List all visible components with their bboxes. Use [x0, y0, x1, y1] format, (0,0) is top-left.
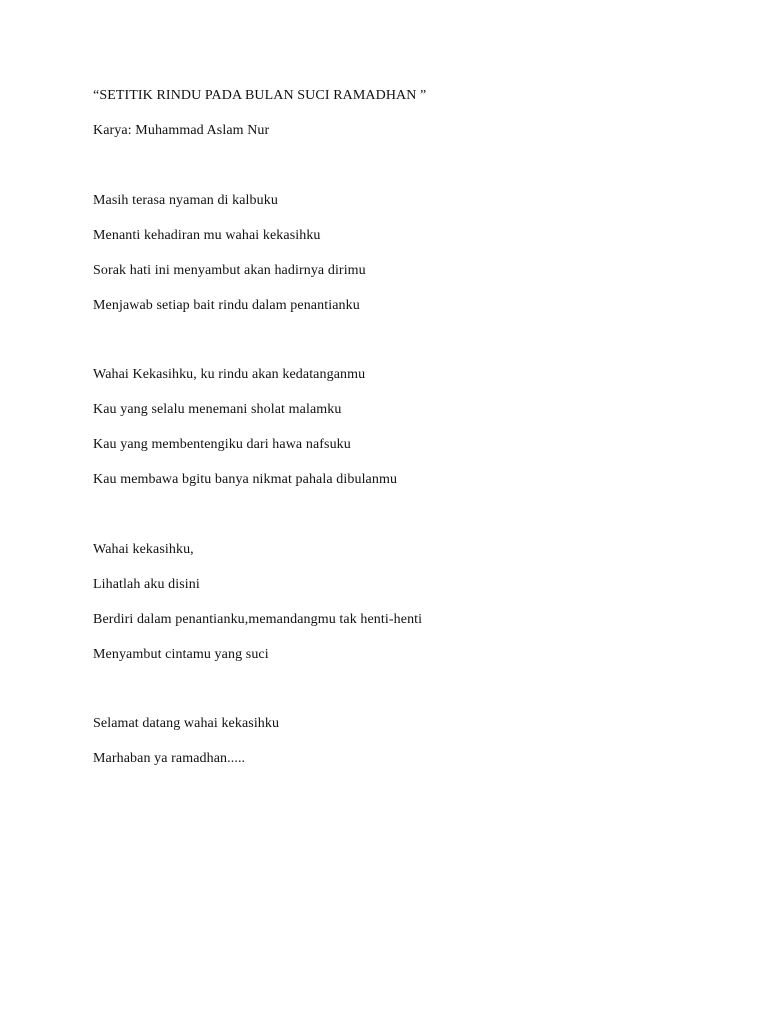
- poem-line: Kau yang selalu menemani sholat malamku: [93, 402, 342, 417]
- poem-line: Menyambut cintamu yang suci: [93, 647, 269, 662]
- poem-line: Kau membawa bgitu banya nikmat pahala dibulanmu: [93, 472, 398, 487]
- poem-line: Menjawab setiap bait rindu dalam penantianku: [93, 298, 360, 313]
- poem-line: Menanti kehadiran mu wahai kekasihku: [93, 228, 321, 243]
- poem-line: Sorak hati ini menyambut akan hadirnya dirimu: [93, 263, 366, 278]
- poem-line: Masih terasa nyaman di kalbuku: [93, 193, 278, 208]
- poem-line: Marhaban ya ramadhan.....: [93, 751, 246, 766]
- poem-line: Wahai Kekasihku, ku rindu akan kedatanganmu: [93, 367, 366, 382]
- poem-line: Kau yang membentengiku dari hawa nafsuku: [93, 437, 351, 452]
- poem-author: Karya: Muhammad Aslam Nur: [93, 123, 270, 138]
- poem-line: Selamat datang wahai kekasihku: [93, 716, 280, 731]
- poem-line: Berdiri dalam penantianku,memandangmu tak henti-henti: [93, 612, 423, 627]
- poem-line: Wahai kekasihku,: [93, 542, 194, 557]
- poem-line: Lihatlah aku disini: [93, 577, 200, 592]
- poem-title: “SETITIK RINDU PADA BULAN SUCI RAMADHAN ”: [93, 88, 427, 103]
